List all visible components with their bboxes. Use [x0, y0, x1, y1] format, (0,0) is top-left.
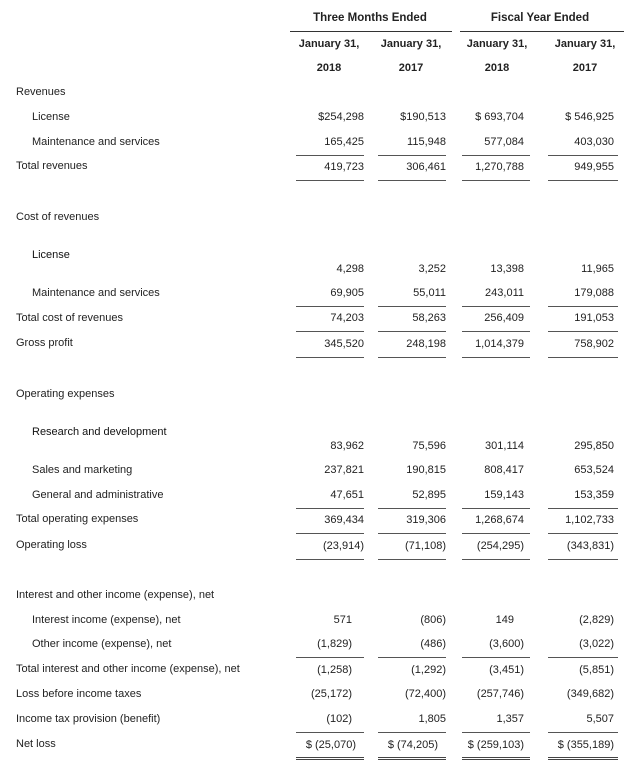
row-label-research-development: Research and development [32, 426, 167, 438]
cell: 115,948 [407, 136, 446, 148]
cell: 52,895 [412, 489, 446, 501]
cell: 69,905 [330, 287, 364, 299]
cell: 55,011 [413, 287, 446, 299]
row-label-operating-loss: Operating loss [16, 539, 87, 551]
cell: 248,198 [406, 338, 446, 350]
cell: 3,252 [418, 263, 446, 275]
subtotal-rule [548, 306, 618, 307]
col1-header-date: January 31, [298, 38, 360, 50]
cell: 5,507 [586, 713, 614, 725]
cell: 949,955 [574, 161, 614, 173]
cell: $ (355,189) [557, 739, 614, 751]
subtotal-rule [548, 155, 618, 156]
subtotal-rule [296, 508, 364, 509]
cell: (23,914) [323, 540, 364, 552]
cell: 1,014,379 [475, 338, 524, 350]
subtotal-rule [548, 732, 618, 733]
cell: $ (259,103) [467, 739, 524, 751]
cell: 1,805 [418, 713, 446, 725]
col4-header-date: January 31, [554, 38, 616, 50]
row-label-interest-other: Interest and other income (expense), net [16, 589, 215, 601]
cell: (257,746) [476, 688, 524, 700]
cell: (5,851) [579, 664, 614, 676]
cell: 256,409 [484, 312, 524, 324]
subtotal-rule [378, 306, 446, 307]
subtotal-rule [462, 732, 530, 733]
subtotal-rule [378, 508, 446, 509]
cell: 577,084 [484, 136, 524, 148]
row-label-cost-license: License [32, 249, 70, 261]
subtotal-rule [548, 657, 618, 658]
subtotal-rule [296, 180, 364, 181]
cell: 58,263 [412, 312, 446, 324]
total-double-rule [296, 757, 364, 760]
cell: 190,815 [406, 464, 446, 476]
cell: $ 693,704 [475, 111, 524, 123]
cell: 191,053 [574, 312, 614, 324]
cell: 165,425 [324, 136, 364, 148]
subtotal-rule [378, 559, 446, 560]
subtotal-rule [378, 732, 446, 733]
col3-header-date: January 31, [466, 38, 528, 50]
subtotal-rule [462, 155, 530, 156]
cell: (3,451) [489, 664, 524, 676]
row-label-operating-expenses: Operating expenses [16, 388, 115, 400]
row-label-other-income: Other income (expense), net [32, 638, 172, 650]
cell: 1,268,674 [475, 514, 524, 526]
subtotal-rule [548, 331, 618, 332]
row-label-total-interest-other: Total interest and other income (expense), net [16, 663, 240, 675]
cell: (25,172) [311, 688, 352, 700]
col2-header-year: 2017 [398, 62, 424, 74]
cell: 1,102,733 [565, 514, 614, 526]
subtotal-rule [548, 180, 618, 181]
cell: 345,520 [324, 338, 364, 350]
subtotal-rule [378, 180, 446, 181]
col2-header-date: January 31, [380, 38, 442, 50]
row-label-net-loss: Net loss [16, 738, 56, 750]
cell: 153,359 [574, 489, 614, 501]
subtotal-rule [548, 559, 618, 560]
subtotal-rule [296, 732, 364, 733]
cell: 149 [495, 614, 514, 626]
row-label-cost-of-revenues: Cost of revenues [16, 211, 100, 223]
cell: 159,143 [484, 489, 524, 501]
cell: (102) [326, 713, 352, 725]
subtotal-rule [462, 180, 530, 181]
subtotal-rule [296, 357, 364, 358]
cell: $ (74,205) [387, 739, 438, 751]
col1-header-year: 2018 [316, 62, 342, 74]
cell: 1,357 [496, 713, 524, 725]
cell: $254,298 [318, 111, 364, 123]
row-label-income-tax: Income tax provision (benefit) [16, 713, 161, 725]
cell: 83,962 [330, 440, 364, 452]
subtotal-rule [462, 306, 530, 307]
row-label-cost-maintenance: Maintenance and services [32, 287, 160, 299]
subtotal-rule [462, 533, 530, 534]
subtotal-rule [462, 331, 530, 332]
cell: (2,829) [579, 614, 614, 626]
row-label-total-cost: Total cost of revenues [16, 312, 124, 324]
row-label-license: License [32, 111, 70, 123]
cell: 11,965 [581, 263, 614, 275]
cell: 571 [333, 614, 352, 626]
subtotal-rule [296, 331, 364, 332]
subtotal-rule [548, 357, 618, 358]
row-label-loss-before-taxes: Loss before income taxes [16, 688, 142, 700]
group-header-three-months: Three Months Ended [313, 12, 427, 24]
subtotal-rule [296, 155, 364, 156]
col3-header-year: 2018 [484, 62, 510, 74]
cell: (349,682) [566, 688, 614, 700]
cell: 306,461 [406, 161, 446, 173]
cell: (1,258) [317, 664, 352, 676]
cell: 369,434 [324, 514, 364, 526]
cell: 237,821 [324, 464, 364, 476]
cell: 1,270,788 [475, 161, 524, 173]
cell: (486) [420, 638, 446, 650]
subtotal-rule [378, 155, 446, 156]
subtotal-rule [548, 508, 618, 509]
cell: 13,398 [490, 263, 524, 275]
total-double-rule [548, 757, 618, 760]
row-label-interest-income: Interest income (expense), net [32, 614, 181, 626]
cell: 74,203 [330, 312, 364, 324]
group-header-fiscal-year: Fiscal Year Ended [490, 12, 590, 24]
subtotal-rule [296, 657, 364, 658]
cell: $190,513 [400, 111, 446, 123]
cell: 653,524 [574, 464, 614, 476]
cell: 179,088 [574, 287, 614, 299]
group-rule-fiscal-year [460, 31, 624, 32]
cell: (72,400) [405, 688, 446, 700]
cell: 301,114 [485, 440, 524, 452]
group-rule-three-months [290, 31, 452, 32]
subtotal-rule [378, 357, 446, 358]
cell: (1,829) [317, 638, 352, 650]
cell: 403,030 [574, 136, 614, 148]
cell: (71,108) [405, 540, 446, 552]
cell: (3,022) [579, 638, 614, 650]
col4-header-year: 2017 [572, 62, 598, 74]
subtotal-rule [548, 533, 618, 534]
total-double-rule [378, 757, 446, 760]
row-label-total-revenues: Total revenues [16, 160, 88, 172]
subtotal-rule [462, 657, 530, 658]
cell: 295,850 [574, 440, 614, 452]
row-label-maintenance: Maintenance and services [32, 136, 160, 148]
subtotal-rule [296, 306, 364, 307]
cell: (343,831) [566, 540, 614, 552]
subtotal-rule [378, 331, 446, 332]
cell: 419,723 [324, 161, 364, 173]
row-label-total-operating-expenses: Total operating expenses [16, 513, 139, 525]
subtotal-rule [296, 533, 364, 534]
subtotal-rule [296, 559, 364, 560]
row-label-gross-profit: Gross profit [16, 337, 73, 349]
row-label-revenues: Revenues [16, 86, 66, 98]
total-double-rule [462, 757, 530, 760]
subtotal-rule [378, 533, 446, 534]
cell: 47,651 [330, 489, 364, 501]
cell: (1,292) [411, 664, 446, 676]
cell: 808,417 [484, 464, 524, 476]
cell: 243,011 [485, 287, 524, 299]
cell: (254,295) [476, 540, 524, 552]
cell: (3,600) [489, 638, 524, 650]
row-label-sales-marketing: Sales and marketing [32, 464, 133, 476]
cell: 75,596 [412, 440, 446, 452]
subtotal-rule [462, 508, 530, 509]
row-label-general-admin: General and administrative [32, 489, 164, 501]
subtotal-rule [462, 559, 530, 560]
cell: 319,306 [406, 514, 446, 526]
cell: 758,902 [574, 338, 614, 350]
subtotal-rule [462, 357, 530, 358]
subtotal-rule [378, 657, 446, 658]
cell: $ (25,070) [305, 739, 356, 751]
cell: 4,298 [336, 263, 364, 275]
cell: $ 546,925 [565, 111, 614, 123]
cell: (806) [420, 614, 446, 626]
